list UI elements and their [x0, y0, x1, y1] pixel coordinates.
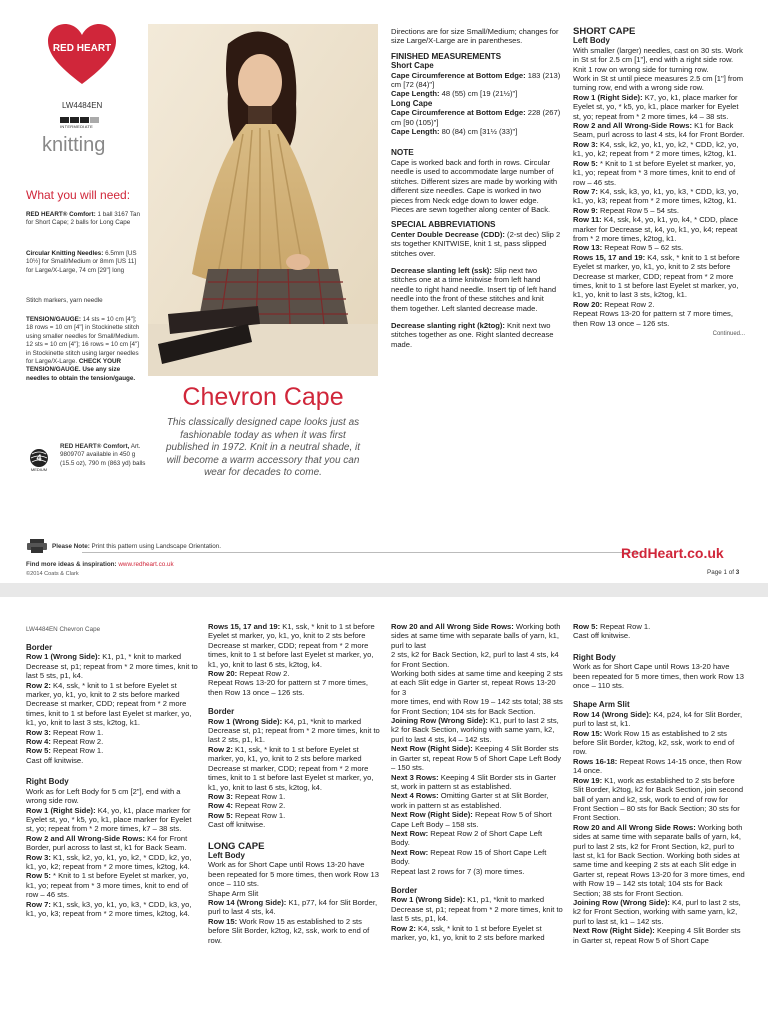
pattern-page-2 — [0, 597, 768, 1024]
instruction-text: With smaller (larger) needles, cast on 30 sts. Work in St st for 2.5 cm [1"], end with a right side row. — [573, 45, 743, 65]
row-instruction: Row 14 (Wrong Side): K1, p77, k4 for Slit Border, purl to last 4 sts, k4. — [208, 897, 378, 917]
row-instruction: Row 14 (Wrong Side): K4, p24, k4 for Slit Border, purl to last st, k1. — [573, 709, 743, 729]
page-separator — [0, 583, 768, 597]
instruction-text: Work in St st until piece measures 2.5 cm [1"] from turning row, end with a wrong side row. — [573, 74, 744, 93]
find-more-ideas: Find more ideas & inspiration: www.redheart.co.uk — [26, 561, 174, 568]
ssk-definition: Decrease slanting left (ssk): Slip next two stitches one at a time knitwise from left hand needle to right hand needle. Insert tip of left hand needle into the front of these stitches and knit them together. Left slanted decrease made. — [391, 265, 557, 313]
instruction-text: Cast off knitwise. — [573, 631, 631, 641]
short-cape-subtitle: Short Cape — [391, 61, 434, 71]
row-instruction: Row 15: Work Row 15 as established to 2 sts before Slit Border, k2tog, k2, ssk, work to end of row. — [208, 916, 370, 945]
pattern-number: LW4484EN — [62, 101, 103, 110]
printer-icon — [26, 538, 48, 554]
row-instruction: Row 1 (Wrong Side): K1, p1, *knit to marked Decrease st, p1; repeat from * 2 more times, knit to last 5 sts, p1, k4. — [391, 895, 563, 924]
row-instruction: Row 20: Repeat Row 2. — [208, 669, 290, 679]
left-body-subtitle: Left Body — [208, 850, 245, 860]
row-instruction: Row 13: Repeat Row 5 – 62 sts. — [573, 243, 684, 253]
gauge-check: CHECK YOUR TENSION/GAUGE. Use any size needles to obtain the tension/gauge. — [26, 358, 136, 382]
note-text: Cape is worked back and forth in rows. Circular needle is used to accommodate large number of stitches. Different sizes are made by working with different size needles. Cape is worked in two pieces from Neck edge down to lower edge. Pieces are sewn together along center of Back. — [391, 157, 558, 214]
row-instruction: Row 3: Repeat Row 1. — [26, 727, 104, 737]
instruction-text: Working both sides at same time and keeping 2 sts at each Slit edge in Garter st, repeat Rows 13-20 for 3 — [391, 669, 563, 697]
row-instruction: Rows 15, 17 and 19: K1, ssk, * knit to 1 st before Eyelet st marker, yo, k1, yo, knit to 2 sts before Decrease st marker, CDD; repeat from * 2 more times, knit to 1 st before last Eyelet st marker, yo, k1, yo, knit to last 6 sts, k2tog, k4. — [208, 622, 375, 669]
border-subtitle: Border — [391, 885, 418, 895]
left-body-subtitle: Left Body — [573, 36, 610, 46]
yarn-requirement — [26, 211, 144, 228]
instruction-text: 2 sts, k2 for Back Section, k2, purl to last 4 sts, k4 for Front Section. — [391, 650, 559, 669]
instruction-text: Knit 1 row on wrong side for turning row. — [573, 64, 709, 74]
row-instruction: Row 20: Repeat Row 2. — [573, 299, 655, 309]
redheart-url-link[interactable]: RedHeart.co.uk — [621, 545, 724, 561]
instruction-text: Repeat last 2 rows for 7 (3) more times. — [391, 866, 525, 876]
border-subtitle: Border — [208, 707, 235, 717]
instruction-text: Repeat Rows 13-20 for pattern st 7 more times, then Row 13 once – 126 sts. — [573, 309, 733, 328]
cdd-definition: Center Double Decrease (CDD): (2-st dec) Slip 2 sts together KNITWISE, knit 1 st, pass slipped stitches over. — [391, 229, 561, 258]
row-instruction: Row 3: K1, ssk, k2, yo, k1, yo, k2, * CDD, k2, yo, k1, yo, k2; repeat from * 2 more times, k2tog, k4. — [26, 852, 192, 871]
page2-column-4 — [573, 622, 745, 945]
website-link[interactable]: www.redheart.co.uk — [116, 561, 174, 568]
gauge-label: TENSION/GAUGE: — [26, 316, 81, 323]
note-title: NOTE — [391, 148, 414, 158]
right-body-subtitle: Right Body — [573, 652, 616, 662]
row-instruction: Row 3: Repeat Row 1. — [208, 791, 286, 801]
instruction-text: Repeat Rows 13-20 for pattern st 7 more times, then Row 13 once – 126 sts. — [208, 678, 368, 697]
yarn-weight-icon — [26, 448, 52, 472]
page2-column-3 — [391, 622, 563, 942]
long-cape-circumference: Cape Circumference at Bottom Edge: 228 (267) cm [90 (105)"] — [391, 108, 561, 127]
row-instruction: Row 5: Repeat Row 1. — [573, 622, 651, 631]
page2-column-1 — [26, 643, 198, 918]
row-instruction: Row 7: K4, ssk, k3, yo, k1, yo, k3, * CDD, k3, yo, k1, yo, k3; repeat from * 2 more times, k2tog, k1. — [573, 186, 739, 206]
row-instruction: Row 20 and All Wrong Side Rows: Working both sides at same time with separate balls of yarn, k4, purl to last 2 sts, k2 for Front Section, k2, purl to last st, k1 for Back Section. Working both sides at same time and keeping 2 sts at each Slit edge in Garter st, repeat Rows 13-20 for 3 more times, end with Row 19 – 142 sts total; 104 sts for Back Section; 38 sts for Front Section. — [573, 822, 745, 898]
row-instruction: Rows 16-18: Repeat Rows 14-15 once, then Row 14 once. — [573, 756, 742, 776]
gauge-info — [26, 316, 144, 383]
craft-label: knitting — [42, 134, 106, 156]
page-header: LW4484EN Chevron Cape — [26, 626, 101, 633]
skill-level-label: INTERMEDIATE — [60, 124, 94, 129]
row-instruction: Row 2 and All Wrong-Side Rows: K1 for Back Seam, purl across to last 4 sts, k4 for Front Border. — [573, 121, 745, 140]
row-instruction: Row 5: * Knit to 1 st before Eyelet st marker, yo, k1, yo; repeat from * 3 more times, knit to end of row – 46 sts. — [573, 158, 736, 187]
red-heart-logo — [48, 24, 116, 86]
row-instruction: Row 9: Repeat Row 5 – 54 sts. — [573, 205, 679, 215]
row-instruction: Next Row: Repeat Row 2 of Short Cape Left Body. — [391, 828, 543, 848]
row-instruction: Row 2 and All Wrong-Side Rows: K4 for Front Border, purl across to last st, k1 for Back Seam. — [26, 833, 188, 853]
what-you-need-title: What you will need: — [26, 188, 131, 202]
print-note-text: Please Note: Print this pattern using Landscape Orientation. — [52, 543, 222, 550]
row-instruction: Row 2: K4, ssk, * knit to 1 st before Eyelet st marker, yo, k1, yo, knit to 2 sts before marked Decrease st marker, CDD; repeat from * 2 more times, knit to 1 st before last Eyelet st marker, yo, k1, yo, knit to last 3 sts, k2tog, k1. — [26, 680, 192, 728]
row-instruction: Next 3 Rows: Keeping 4 Slit Border sts in Garter st, work in pattern st as established. — [391, 772, 557, 791]
skill-bar — [80, 117, 89, 123]
yarn-info — [60, 443, 150, 468]
row-instruction: Row 7: K1, ssk, k3, yo, k1, yo, k3, * CDD, k3, yo, k1, yo, k3; repeat from * 2 more times, k2tog, k4. — [26, 899, 192, 918]
instruction-text: Cast off knitwise. — [26, 755, 84, 765]
row-instruction: Row 4: Repeat Row 2. — [208, 801, 286, 811]
yarn-weight-label: MEDIUM — [30, 467, 48, 472]
finished-measurements-title: FINISHED MEASUREMENTS — [391, 51, 502, 61]
short-cape-length: Cape Length: 48 (55) cm [19 (21½)"] — [391, 89, 518, 99]
yarn-info-text: Art. 9809707 available in 450 g (15.5 oz), 790 m (863 yd) balls — [60, 443, 146, 467]
instruction-text: more times, end with Row 19 – 142 sts total; 38 sts for Front Section; 104 sts for Back Section. — [391, 697, 563, 716]
yarn-info-label: RED HEART® Comfort, — [60, 443, 130, 450]
copyright: ©2014 Coats & Clark — [26, 571, 79, 577]
page2-column-2 — [208, 622, 380, 945]
skill-bar — [70, 117, 79, 123]
short-cape-circumference: Cape Circumference at Bottom Edge: 183 (213) cm [72 (84)"] — [391, 70, 561, 90]
row-instruction: Joining Row (Wrong Side): K4, purl to last 2 sts, k2 for Front Section, working with same yarn, k2, purl to last st, k1 – 142 sts. — [573, 897, 741, 926]
row-instruction: Row 2: K1, ssk, * knit to 1 st before Eyelet st marker, yo, k1, yo, knit to 2 sts before marked Decrease st marker, CDD; repeat from * 2 more times, knit to 1 st before last Eyelet st marker, yo, k1, yo, knit to last 6 sts, k2tog, k4. — [208, 744, 374, 792]
row-instruction: Row 15: Work Row 15 as established to 2 sts before Slit Border, k2tog, k2, ssk, work to end of row. — [573, 728, 735, 757]
instruction-text: Work as for Short Cape until Rows 13-20 have been repeated for 5 more times, then work Row 13 once – 110 sts. — [573, 662, 744, 691]
skill-level-indicator — [60, 117, 100, 131]
instruction-text: Work as for Short Cape until Rows 13-20 have been repeated for 5 more times, then work Row 13 once – 110 sts. — [208, 860, 379, 889]
needles-text: 6.5mm [US 10½] for Small/Medium or 8mm [US 11] for Large/X-Large, 74 cm [29"] long — [26, 250, 137, 274]
heart-shape — [48, 24, 116, 84]
row-instruction: Row 2: K4, ssk, * knit to 1 st before Eyelet st marker, yo, k1, yo, knit to 2 sts before marked — [391, 923, 545, 942]
pattern-intro: This classically designed cape looks just as fashionable today as when it was first published in 1972. Knit in a neutral shade, it will become a warm accessory that you can wear for decades to come. — [165, 417, 361, 478]
row-instruction: Row 1 (Wrong Side): K4, p1, *knit to marked Decrease st, p1; repeat from * 2 more times, knit to last 2 sts, p1, k1. — [208, 716, 380, 745]
abbreviations-title: SPECIAL ABBREVIATIONS — [391, 220, 496, 230]
needles-label: Circular Knitting Needles: — [26, 250, 104, 257]
yarn-label: RED HEART® Comfort: — [26, 211, 96, 218]
instruction-text: Cast off knitwise. — [208, 820, 266, 830]
row-instruction: Row 5: * Knit to 1 st before Eyelet st marker, yo, k1, yo; repeat from * 3 more times, knit to end of row – 46 sts. — [26, 871, 189, 900]
row-instruction: Row 4: Repeat Row 2. — [26, 737, 104, 747]
row-instruction: Row 20 and All Wrong Side Rows: Working both sides at same time with separate balls of yarn, k1, purl to last — [391, 622, 561, 650]
k2tog-definition: Decrease slanting right (k2tog): Knit next two stitches together as one. Right slanted decrease made. — [391, 320, 554, 349]
row-instruction: Joining Row (Wrong Side): K1, purl to last 2 sts, k2 for Back Section, working with same yarn, k2, purl to last 4 sts, k4 – 142 sts. — [391, 716, 559, 744]
row-instruction: Row 1 (Right Side): K4, yo, k1, place marker for Eyelet st, yo, * k5, yo, k1, place marker for Eyelet st, yo; repeat from * 2 more times, k7 – 38 sts. — [26, 805, 192, 834]
instruction-text: Shape Arm Slit — [208, 888, 259, 898]
skill-bar — [90, 117, 99, 123]
row-instruction: Next Row (Right Side): Keeping 4 Slit Border sts in Garter st, repeat Row 5 of Short Cape Left Body – 150 sts. — [391, 744, 562, 773]
pattern-title: Chevron Cape — [182, 383, 344, 411]
needle-requirement — [26, 250, 144, 275]
row-instruction: Rows 15, 17 and 19: K4, ssk, * knit to 1 st before Eyelet st marker, yo, k1, yo, knit to 2 sts before Decrease st marker, CDD; repeat from * 2 more times, knit to 1 st before last Eyelet st marker, yo, k1, yo, knit to last 3 sts, k2tog, k1. — [573, 252, 740, 300]
row-instruction: Next Row (Right Side): Repeat Row 5 of Short Cape Left Body – 158 sts. — [391, 810, 552, 829]
right-body-subtitle: Right Body — [26, 777, 69, 787]
border-subtitle: Border — [26, 643, 53, 652]
size-directions: Directions are for size Small/Medium; changes for size Large/X-Large are in parentheses. — [391, 27, 559, 46]
logo-text: RED HEART — [52, 43, 112, 54]
row-instruction: Row 11: K4, ssk, k4, yo, k1, yo, k4, * CDD, place marker for Decrease st, k4, yo, k1, yo, k4; repeat from * 2 more times, k2tog, k1. — [573, 215, 739, 243]
page-number: Page 1 of 3 — [707, 569, 740, 576]
yarn-text: 1 ball 3167 Tan for Short Cape; 2 balls for Long Cape — [26, 211, 141, 227]
measurements-column — [391, 27, 561, 352]
row-instruction: Row 3: K4, ssk, k2, yo, k1, yo, k2, * CDD, k2, yo, k1, yo, k2; repeat from * 2 more times, k2tog, k1. — [573, 139, 739, 159]
row-instruction: Row 1 (Wrong Side): K1, p1, * knit to marked Decrease st, p1; repeat from * 2 more times, knit to last 5 sts, p1, k4. — [26, 652, 198, 681]
row-instruction: Next Row: Repeat Row 15 of Short Cape Left Body. — [391, 847, 547, 867]
row-instruction: Next 4 Rows: Omitting Garter st at Slit Border, work in pattern st as established. — [391, 791, 549, 810]
continued-label: Continued... — [712, 331, 745, 337]
yarn-weight-number: 4 — [36, 453, 42, 463]
short-cape-title: SHORT CAPE — [573, 26, 636, 37]
long-cape-length: Cape Length: 80 (84) cm [31½ (33)"] — [391, 127, 518, 137]
cape-model-photo — [148, 24, 378, 376]
row-instruction: Next Row (Right Side): Keeping 4 Slit Border sts in Garter st, repeat Row 5 of Short Cape — [573, 926, 741, 945]
notions: Stitch markers, yarn needle — [26, 297, 103, 304]
skill-bar — [60, 117, 69, 123]
gauge-text: 14 sts = 10 cm [4"]; 18 rows = 10 cm [4"] in Stockinette stitch using smaller needles for Small/Medium. 12 sts = 10 cm [4"]; 16 rows = 10 cm [4"] in Stockinette stitch using larger needles for Large/X-Large. — [26, 316, 140, 366]
row-instruction: Row 5: Repeat Row 1. — [208, 810, 286, 820]
arm-slit-subtitle: Shape Arm Slit — [573, 700, 630, 710]
row-instruction: Row 5: Repeat Row 1. — [26, 746, 104, 756]
short-cape-column — [573, 27, 745, 339]
instruction-text: Work as for Left Body for 5 cm [2"], end with a wrong side row. — [26, 786, 181, 806]
long-cape-title: LONG CAPE — [208, 840, 265, 852]
row-instruction: Row 1 (Right Side): K7, yo, k1, place marker for Eyelet st, yo, * k5, yo, k1, place marker for Eyelet st, yo; repeat from * 2 more times, k4 – 38 sts. — [573, 92, 739, 121]
footer-divider — [82, 552, 642, 553]
row-instruction: Row 19: K1, work as established to 2 sts before Slit Border, k2tog, k2 for Back Section, join second ball of yarn and k2, ssk, work to end of row for Front Section – 80 sts for Back Section; 30 sts for Front Section. — [573, 775, 744, 823]
long-cape-subtitle: Long Cape — [391, 98, 433, 108]
skill-bars — [60, 117, 100, 123]
